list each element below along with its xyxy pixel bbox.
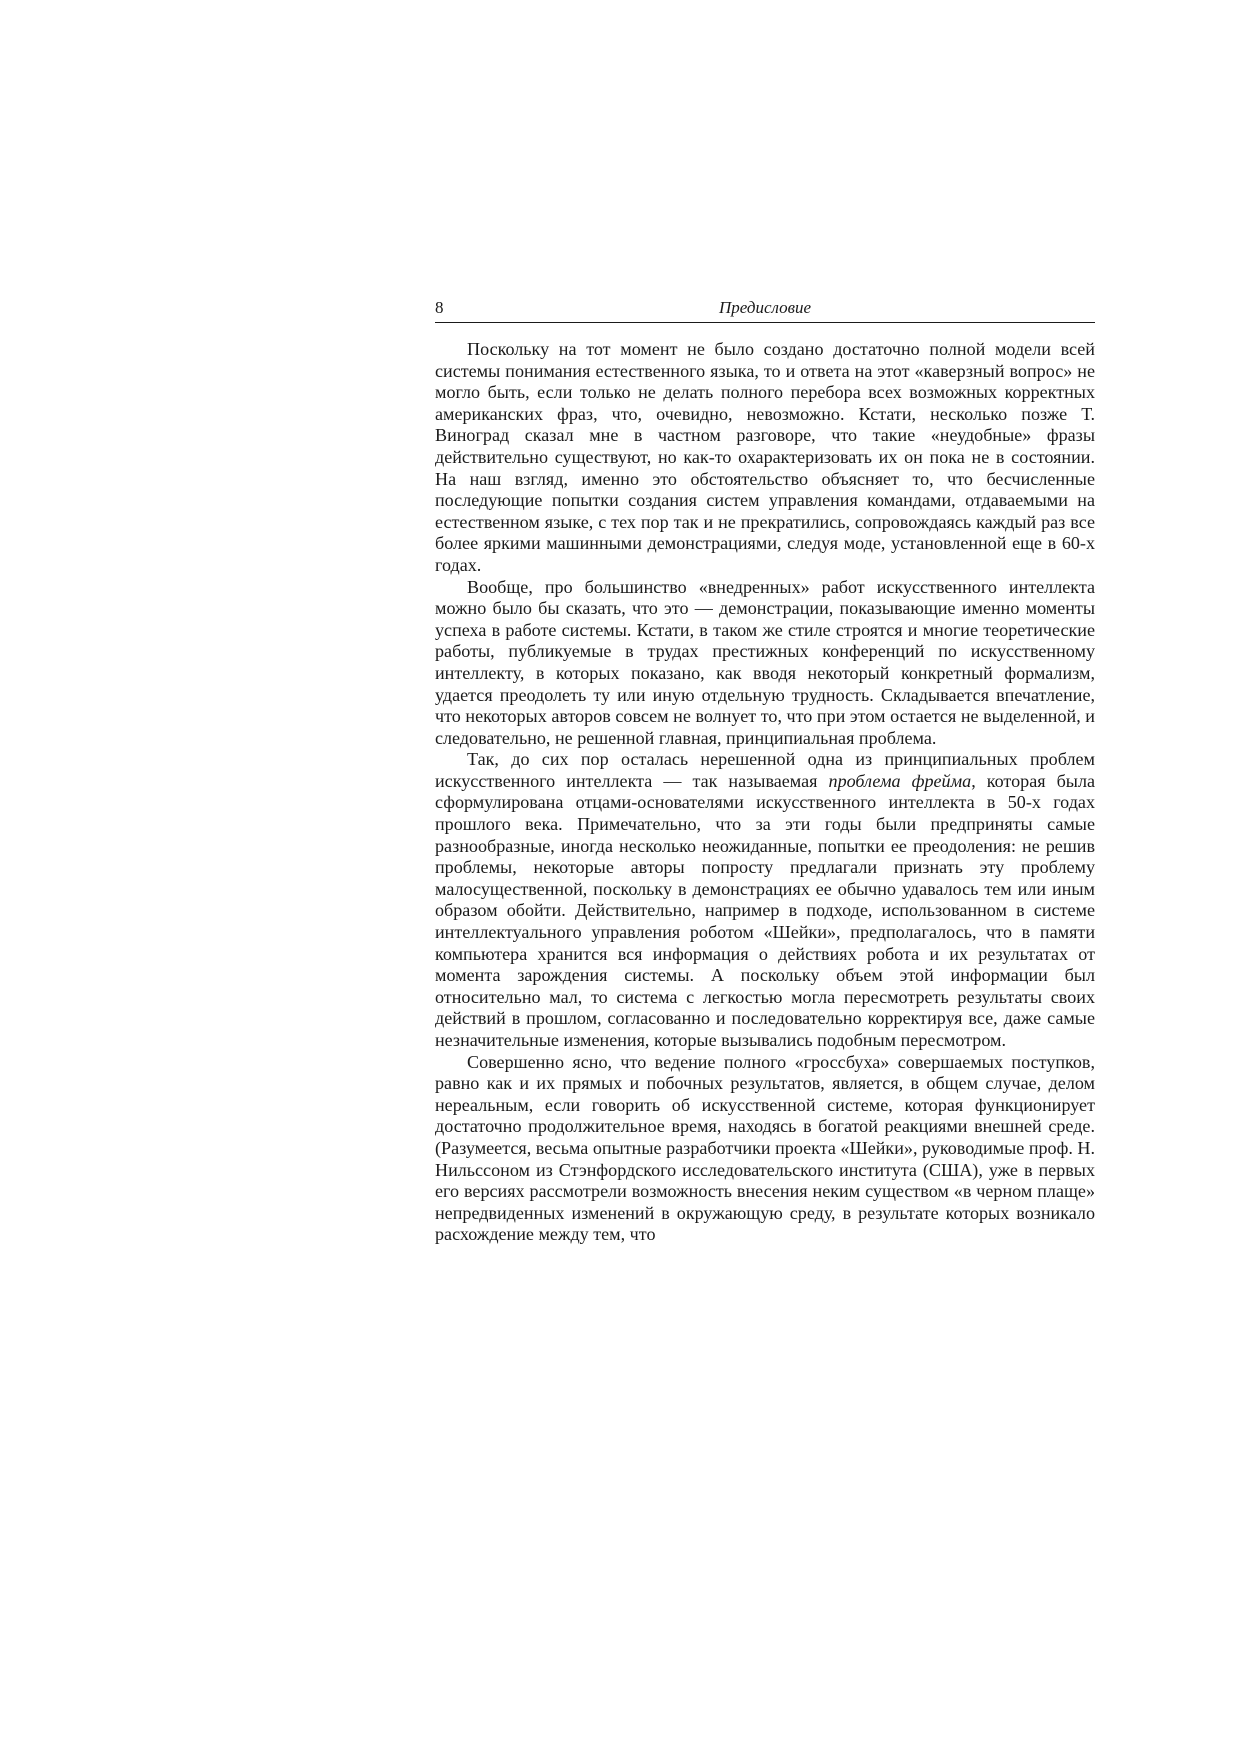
page-number: 8 <box>435 298 444 317</box>
paragraph-1: Поскольку на тот момент не было создано достаточно полной модели всей системы понимания естественного языка, то и ответа на этот «каверзный вопрос» не могло быть, если только не делать полного перебора всех возможных корректных американских фраз, что, очевидно, невозможно. Кстати, несколько позже Т. Виноград сказал мне в частном разговоре, что такие «неудобные» фразы действительно существуют, но как-то охарактеризовать их он пока не в состоянии. На наш взгляд, именно это обстоятельство объясняет то, что бесчисленные последующие попытки создания систем управления командами, отдаваемыми на естественном языке, с тех пор так и не прекратились, сопровождаясь каждый раз все более яркими машинными демонстрациями, следуя моде, установленной еще в 60-х годах. <box>435 339 1095 575</box>
running-head <box>435 296 1095 323</box>
paragraph-3-text-before: Так, до сих пор осталась нерешенной одна из принципиальных проблем искусственного интеллекта — так называемая <box>435 749 1095 791</box>
paragraph-3-emphasis: проблема фрейма <box>828 770 972 791</box>
running-title: Предисловие <box>718 298 812 317</box>
paragraph-2: Вообще, про большинство «внедренных» работ искусственного интеллекта можно было бы сказать, что это — демонстрации, показывающие именно моменты успеха в работе системы. Кстати, в таком же стиле строятся и многие теоретические работы, публикуемые в трудах престижных конференций по искусственному интеллекту, в которых показано, как вводя некоторый конкретный формализм, удается преодолеть ту или иную отдельную трудность. Складывается впечатление, что некоторых авторов совсем не волнует то, что при этом остается не выделенной, и следовательно, не решенной главная, принципиальная проблема. <box>435 576 1095 748</box>
paragraph-3-text-after: , которая была сформулирована отцами-основателями искусственного интеллекта в 50-х годах прошлого века. Примечательно, что за эти годы были предприняты самые разнообразные, иногда несколько неожиданные, попытки ее преодоления: не решив проблемы, некоторые авторы попросту предлагали признать эту проблему малосущественной, поскольку в демонстрациях ее обычно удавалось тем или иным образом обойти. Действительно, например в подходе, использованном в системе интеллектуального управления роботом «Шейки», предполагалось, что в памяти компьютера хранится вся информация о действиях робота и их результатах от момента зарождения системы. А поскольку объем этой информации был относительно мал, то система с легкостью могла пересмотреть результаты своих действий в прошлом, согласованно и последовательно корректируя все, даже самые незначительные изменения, которые вызывались подобным пересмотром. <box>435 770 1096 1050</box>
book-page <box>435 296 1095 1246</box>
body-text <box>435 339 1095 1246</box>
paragraph-4: Совершенно ясно, что ведение полного «гроссбуха» совершаемых поступков, равно как и их прямых и побочных результатов, является, в общем случае, делом нереальным, если говорить об искусственной системе, которая функционирует достаточно продолжительное время, находясь в богатой реакциями внешней среде. (Разумеется, весьма опытные разработчики проекта «Шейки», руководимые проф. Н. Нильссоном из Стэнфордского исследовательского института (США), уже в первых его версиях рассмотрели возможность внесения неким существом «в черном плаще» непредвиденных изменений в окружающую среду, в результате которых возникало расхождение между тем, что <box>435 1051 1095 1245</box>
paragraph-3 <box>435 749 1095 1051</box>
